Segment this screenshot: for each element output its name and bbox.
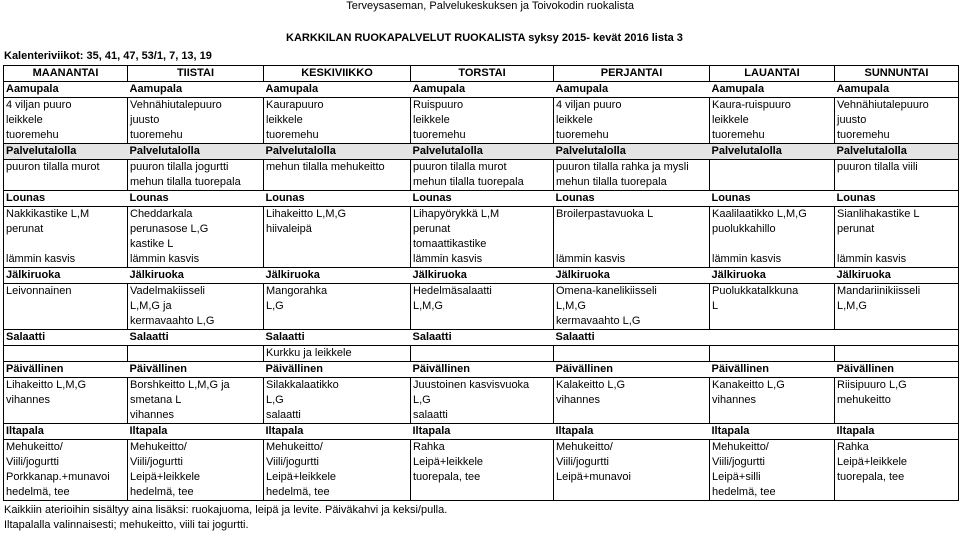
aamupala-line-3	[4, 128, 959, 144]
iltapala-item-thu: Leipä+leikkele	[411, 455, 554, 470]
palvelutalolla-item-sat	[710, 175, 835, 191]
salaatti-item-mon	[4, 346, 128, 362]
iltapala-item-sun	[835, 485, 959, 501]
aamupala-item-wed: Kaurapuuro	[264, 98, 411, 114]
salaatti-label-fri: Salaatti	[554, 330, 710, 346]
iltapala-header-row	[4, 424, 959, 440]
aamupala-header-row	[4, 82, 959, 98]
palvelutalolla-item-sat	[710, 160, 835, 176]
iltapala-item-sat: Leipä+silli	[710, 470, 835, 485]
lounas-item-fri: lämmin kasvis	[554, 252, 710, 268]
palvelutalolla-item-wed	[264, 175, 411, 191]
aamupala-item-fri: tuoremehu	[554, 128, 710, 144]
aamupala-label-wed: Aamupala	[264, 82, 411, 98]
jalkiruoka-item-mon	[4, 314, 128, 330]
palvelutalolla-item-sun: puuron tilalla viili	[835, 160, 959, 176]
paivallinen-label-sat: Päivällinen	[710, 362, 835, 378]
jalkiruoka-item-sat: L	[710, 299, 835, 314]
jalkiruoka-item-fri: Omena-kanelikiisseli	[554, 284, 710, 300]
paivallinen-line-3	[4, 408, 959, 424]
iltapala-item-thu: Rahka	[411, 440, 554, 456]
iltapala-item-tue: hedelmä, tee	[128, 485, 264, 501]
lounas-item-sun	[835, 237, 959, 252]
palvelutalolla-item-tue: mehun tilalla tuorepala	[128, 175, 264, 191]
day-header-mon: MAANANTAI	[4, 66, 128, 82]
paivallinen-label-wed: Päivällinen	[264, 362, 411, 378]
aamupala-item-tue: tuoremehu	[128, 128, 264, 144]
paivallinen-item-sat: vihannes	[710, 393, 835, 408]
iltapala-item-mon: Viili/jogurtti	[4, 455, 128, 470]
lounas-header-row	[4, 191, 959, 207]
paivallinen-label-sun: Päivällinen	[835, 362, 959, 378]
lounas-item-sun: perunat	[835, 222, 959, 237]
footer-line-1: Kaikkiin aterioihin sisältyy aina lisäksi: ruokajuoma, leipä ja levite. Päiväkahvi ja keksi/pulla.	[4, 504, 448, 516]
salaatti-item-wed: Kurkku ja leikkele	[264, 346, 411, 362]
iltapala-item-fri: Leipä+munavoi	[554, 470, 710, 485]
paivallinen-item-sun	[835, 408, 959, 424]
aamupala-item-mon: leikkele	[4, 113, 128, 128]
aamupala-item-sat: Kaura-ruispuuro	[710, 98, 835, 114]
iltapala-label-sun: Iltapala	[835, 424, 959, 440]
iltapala-line-3	[4, 470, 959, 485]
lounas-label-fri: Lounas	[554, 191, 710, 207]
day-header-row	[4, 66, 959, 82]
lounas-item-sun: Sianlihakastike L	[835, 207, 959, 223]
lounas-line-1	[4, 207, 959, 223]
iltapala-item-sun: Rahka	[835, 440, 959, 456]
iltapala-item-tue: Leipä+leikkele	[128, 470, 264, 485]
jalkiruoka-item-wed	[264, 314, 411, 330]
site-title: Terveysaseman, Palvelukeskuksen ja Toivokodin ruokalista	[346, 0, 634, 12]
aamupala-label-fri: Aamupala	[554, 82, 710, 98]
aamupala-item-mon: tuoremehu	[4, 128, 128, 144]
paivallinen-item-thu: Juustoinen kasvisvuoka	[411, 378, 554, 394]
jalkiruoka-item-tue: Vadelmakiisseli	[128, 284, 264, 300]
palvelutalolla-item-mon	[4, 175, 128, 191]
jalkiruoka-label-thu: Jälkiruoka	[411, 268, 554, 284]
lounas-item-wed: hiivaleipä	[264, 222, 411, 237]
paivallinen-header-row	[4, 362, 959, 378]
lounas-label-thu: Lounas	[411, 191, 554, 207]
iltapala-item-tue: Mehukeitto/	[128, 440, 264, 456]
aamupala-line-1	[4, 98, 959, 114]
aamupala-item-thu: Ruispuuro	[411, 98, 554, 114]
aamupala-item-sun: tuoremehu	[835, 128, 959, 144]
salaatti-header-row	[4, 330, 959, 346]
lounas-item-wed	[264, 237, 411, 252]
iltapala-item-fri	[554, 485, 710, 501]
aamupala-item-thu: leikkele	[411, 113, 554, 128]
iltapala-line-4	[4, 485, 959, 501]
aamupala-item-sat: leikkele	[710, 113, 835, 128]
footer-notes	[4, 503, 447, 533]
iltapala-item-mon: hedelmä, tee	[4, 485, 128, 501]
paivallinen-item-sun: Riisipuuro L,G	[835, 378, 959, 394]
paivallinen-item-wed: salaatti	[264, 408, 411, 424]
paivallinen-item-sat: Kanakeitto L,G	[710, 378, 835, 394]
day-header-wed: KESKIVIIKKO	[264, 66, 411, 82]
aamupala-item-sat: tuoremehu	[710, 128, 835, 144]
aamupala-item-sun: Vehnähiutalepuuro	[835, 98, 959, 114]
salaatti-line-1	[4, 346, 959, 362]
iltapala-item-sat: Mehukeitto/	[710, 440, 835, 456]
paivallinen-item-wed: L,G	[264, 393, 411, 408]
lounas-item-thu: tomaattikastike	[411, 237, 554, 252]
lounas-item-mon	[4, 237, 128, 252]
lounas-item-mon: lämmin kasvis	[4, 252, 128, 268]
iltapala-item-fri: Mehukeitto/	[554, 440, 710, 456]
palvelutalolla-item-mon: puuron tilalla murot	[4, 160, 128, 176]
palvelutalolla-item-tue: puuron tilalla jogurtti	[128, 160, 264, 176]
palvelutalolla-line-1	[4, 160, 959, 176]
lounas-item-tue: Cheddarkala	[128, 207, 264, 223]
palvelutalolla-header-row	[4, 144, 959, 160]
salaatti-label-tue: Salaatti	[128, 330, 264, 346]
palvelutalolla-item-thu: puuron tilalla murot	[411, 160, 554, 176]
day-header-tue: TIISTAI	[128, 66, 264, 82]
paivallinen-item-fri: Kalakeitto L,G	[554, 378, 710, 394]
paivallinen-item-wed: Silakkalaatikko	[264, 378, 411, 394]
lounas-line-2	[4, 222, 959, 237]
lounas-item-thu: lämmin kasvis	[411, 252, 554, 268]
jalkiruoka-label-fri: Jälkiruoka	[554, 268, 710, 284]
jalkiruoka-label-wed: Jälkiruoka	[264, 268, 411, 284]
iltapala-item-mon: Mehukeitto/	[4, 440, 128, 456]
jalkiruoka-item-sat: Puolukkatalkkuna	[710, 284, 835, 300]
paivallinen-item-mon: vihannes	[4, 393, 128, 408]
jalkiruoka-item-tue: kermavaahto L,G	[128, 314, 264, 330]
jalkiruoka-item-sun: L,M,G	[835, 299, 959, 314]
jalkiruoka-label-mon: Jälkiruoka	[4, 268, 128, 284]
paivallinen-item-sun: mehukeitto	[835, 393, 959, 408]
palvelutalolla-label-sat: Palvelutalolla	[710, 144, 835, 160]
salaatti-item-tue	[128, 346, 264, 362]
jalkiruoka-item-mon: Leivonnainen	[4, 284, 128, 300]
paivallinen-item-fri: vihannes	[554, 393, 710, 408]
palvelutalolla-label-sun: Palvelutalolla	[835, 144, 959, 160]
jalkiruoka-header-row	[4, 268, 959, 284]
paivallinen-item-tue: Borshkeitto L,M,G ja	[128, 378, 264, 394]
iltapala-label-sat: Iltapala	[710, 424, 835, 440]
day-header-sat: LAUANTAI	[710, 66, 835, 82]
paivallinen-item-thu: salaatti	[411, 408, 554, 424]
jalkiruoka-item-tue: L,M,G ja	[128, 299, 264, 314]
jalkiruoka-item-sun	[835, 314, 959, 330]
aamupala-line-2	[4, 113, 959, 128]
paivallinen-item-sat	[710, 408, 835, 424]
lounas-label-mon: Lounas	[4, 191, 128, 207]
iltapala-label-fri: Iltapala	[554, 424, 710, 440]
aamupala-item-fri: 4 viljan puuro	[554, 98, 710, 114]
paivallinen-label-fri: Päivällinen	[554, 362, 710, 378]
iltapala-label-mon: Iltapala	[4, 424, 128, 440]
iltapala-item-thu: tuorepala, tee	[411, 470, 554, 485]
menu-title: KARKKILAN RUOKAPALVELUT RUOKALISTA syksy 2015- kevät 2016 lista 3	[286, 32, 683, 44]
jalkiruoka-item-thu	[411, 314, 554, 330]
jalkiruoka-item-wed: Mangorahka	[264, 284, 411, 300]
salaatti-label-thu: Salaatti	[411, 330, 554, 346]
jalkiruoka-label-sat: Jälkiruoka	[710, 268, 835, 284]
palvelutalolla-label-mon: Palvelutalolla	[4, 144, 128, 160]
aamupala-label-sun: Aamupala	[835, 82, 959, 98]
salaatti-label-mon: Salaatti	[4, 330, 128, 346]
jalkiruoka-line-3	[4, 314, 959, 330]
lounas-line-3	[4, 237, 959, 252]
lounas-item-mon: perunat	[4, 222, 128, 237]
palvelutalolla-item-fri: mehun tilalla tuorepala	[554, 175, 710, 191]
iltapala-item-wed: Mehukeitto/	[264, 440, 411, 456]
jalkiruoka-label-sun: Jälkiruoka	[835, 268, 959, 284]
lounas-label-sat: Lounas	[710, 191, 835, 207]
footer-line-2: Iltapalalla valinnaisesti; mehukeitto, viili tai jogurtti.	[4, 519, 249, 531]
jalkiruoka-item-thu: L,M,G	[411, 299, 554, 314]
palvelutalolla-item-thu: mehun tilalla tuorepala	[411, 175, 554, 191]
jalkiruoka-label-tue: Jälkiruoka	[128, 268, 264, 284]
salaatti-item-fri	[554, 346, 710, 362]
salaatti-label-wed: Salaatti	[264, 330, 411, 346]
lounas-label-tue: Lounas	[128, 191, 264, 207]
aamupala-label-mon: Aamupala	[4, 82, 128, 98]
jalkiruoka-item-fri: L,M,G	[554, 299, 710, 314]
lounas-item-wed	[264, 252, 411, 268]
jalkiruoka-item-thu: Hedelmäsalaatti	[411, 284, 554, 300]
salaatti-item-sun	[835, 346, 959, 362]
palvelutalolla-label-wed: Palvelutalolla	[264, 144, 411, 160]
lounas-item-wed: Lihakeitto L,M,G	[264, 207, 411, 223]
lounas-item-sat: puolukkahillo	[710, 222, 835, 237]
paivallinen-item-mon	[4, 408, 128, 424]
jalkiruoka-item-sat	[710, 314, 835, 330]
aamupala-item-fri: leikkele	[554, 113, 710, 128]
lounas-item-mon: Nakkikastike L,M	[4, 207, 128, 223]
jalkiruoka-item-mon	[4, 299, 128, 314]
lounas-item-sat: Kaalilaatikko L,M,G	[710, 207, 835, 223]
lounas-label-sun: Lounas	[835, 191, 959, 207]
palvelutalolla-label-fri: Palvelutalolla	[554, 144, 710, 160]
palvelutalolla-line-2	[4, 175, 959, 191]
aamupala-label-tue: Aamupala	[128, 82, 264, 98]
lounas-item-thu: Lihapyörykkä L,M	[411, 207, 554, 223]
aamupala-item-wed: tuoremehu	[264, 128, 411, 144]
lounas-item-sun: lämmin kasvis	[835, 252, 959, 268]
iltapala-item-tue: Viili/jogurtti	[128, 455, 264, 470]
iltapala-label-wed: Iltapala	[264, 424, 411, 440]
iltapala-item-thu	[411, 485, 554, 501]
lounas-item-fri: Broilerpastavuoka L	[554, 207, 710, 223]
paivallinen-line-1	[4, 378, 959, 394]
salaatti-item-thu	[411, 346, 554, 362]
iltapala-item-wed: Viili/jogurtti	[264, 455, 411, 470]
salaatti-label-sat	[710, 330, 835, 346]
aamupala-label-sat: Aamupala	[710, 82, 835, 98]
paivallinen-item-tue: vihannes	[128, 408, 264, 424]
paivallinen-label-mon: Päivällinen	[4, 362, 128, 378]
jalkiruoka-item-fri: kermavaahto L,G	[554, 314, 710, 330]
paivallinen-label-thu: Päivällinen	[411, 362, 554, 378]
aamupala-item-tue: Vehnähiutalepuuro	[128, 98, 264, 114]
aamupala-item-thu: tuoremehu	[411, 128, 554, 144]
jalkiruoka-line-2	[4, 299, 959, 314]
lounas-label-wed: Lounas	[264, 191, 411, 207]
salaatti-label-sun	[835, 330, 959, 346]
iltapala-item-sun: Leipä+leikkele	[835, 455, 959, 470]
palvelutalolla-item-sun	[835, 175, 959, 191]
paivallinen-item-thu: L,G	[411, 393, 554, 408]
palvelutalolla-label-tue: Palvelutalolla	[128, 144, 264, 160]
palvelutalolla-item-wed: mehun tilalla mehukeitto	[264, 160, 411, 176]
day-header-sun: SUNNUNTAI	[835, 66, 959, 82]
paivallinen-item-tue: smetana L	[128, 393, 264, 408]
aamupala-item-sun: juusto	[835, 113, 959, 128]
iltapala-item-wed: hedelmä, tee	[264, 485, 411, 501]
aamupala-item-mon: 4 viljan puuro	[4, 98, 128, 114]
paivallinen-item-fri	[554, 408, 710, 424]
iltapala-item-sat: hedelmä, tee	[710, 485, 835, 501]
aamupala-label-thu: Aamupala	[411, 82, 554, 98]
aamupala-item-wed: leikkele	[264, 113, 411, 128]
lounas-item-tue: perunasose L,G	[128, 222, 264, 237]
jalkiruoka-item-sun: Mandariinikiisseli	[835, 284, 959, 300]
day-header-thu: TORSTAI	[411, 66, 554, 82]
salaatti-item-sat	[710, 346, 835, 362]
iltapala-item-sat: Viili/jogurtti	[710, 455, 835, 470]
paivallinen-label-tue: Päivällinen	[128, 362, 264, 378]
aamupala-item-tue: juusto	[128, 113, 264, 128]
iltapala-item-sun: tuorepala, tee	[835, 470, 959, 485]
paivallinen-line-2	[4, 393, 959, 408]
iltapala-item-fri: Viili/jogurtti	[554, 455, 710, 470]
day-header-fri: PERJANTAI	[554, 66, 710, 82]
lounas-item-thu: perunat	[411, 222, 554, 237]
iltapala-label-thu: Iltapala	[411, 424, 554, 440]
menu-table	[3, 65, 959, 501]
lounas-item-sat	[710, 237, 835, 252]
iltapala-label-tue: Iltapala	[128, 424, 264, 440]
paivallinen-item-mon: Lihakeitto L,M,G	[4, 378, 128, 394]
jalkiruoka-line-1	[4, 284, 959, 300]
lounas-item-fri	[554, 222, 710, 237]
palvelutalolla-item-fri: puuron tilalla rahka ja mysli	[554, 160, 710, 176]
jalkiruoka-item-wed: L,G	[264, 299, 411, 314]
iltapala-item-mon: Porkkanap.+munavoi	[4, 470, 128, 485]
lounas-line-4	[4, 252, 959, 268]
lounas-item-fri	[554, 237, 710, 252]
iltapala-line-2	[4, 455, 959, 470]
palvelutalolla-label-thu: Palvelutalolla	[411, 144, 554, 160]
iltapala-line-1	[4, 440, 959, 456]
lounas-item-sat: lämmin kasvis	[710, 252, 835, 268]
lounas-item-tue: lämmin kasvis	[128, 252, 264, 268]
iltapala-item-wed: Leipä+leikkele	[264, 470, 411, 485]
calendar-weeks: Kalenteriviikot: 35, 41, 47, 53/1, 7, 13, 19	[4, 50, 212, 62]
lounas-item-tue: kastike L	[128, 237, 264, 252]
